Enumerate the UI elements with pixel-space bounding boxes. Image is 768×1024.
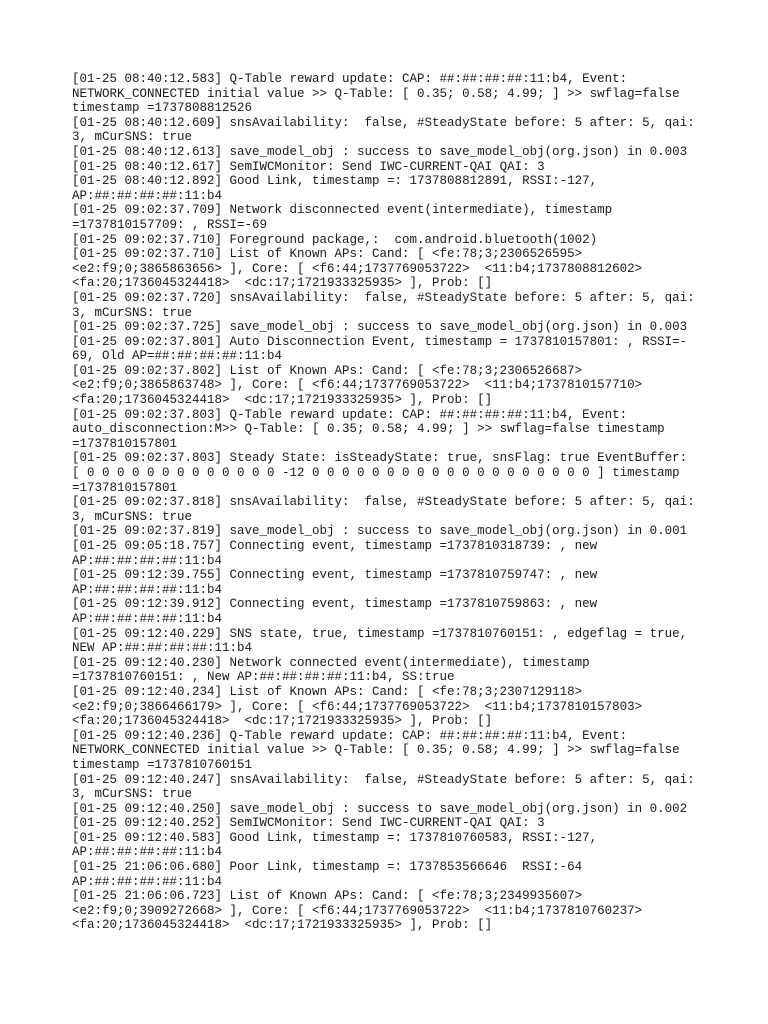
log-line: AP:##:##:##:##:11:b4 bbox=[72, 611, 223, 626]
log-line: [01-25 08:40:12.583] Q-Table reward update: CAP: ##:##:##:##:11:b4, Event: bbox=[72, 72, 628, 86]
log-line: [01-25 09:02:37.725] save_model_obj : success to save_model_obj(org.json) in 0.003 bbox=[72, 320, 688, 335]
log-line: =1737810157801 bbox=[72, 436, 178, 451]
log-line: [01-25 08:40:12.609] snsAvailability: false, #SteadyState before: 5 after: 5, qai: bbox=[72, 115, 695, 130]
log-line: 3, mCurSNS: true bbox=[72, 305, 193, 320]
log-line: [01-25 09:12:40.230] Network connected event(intermediate), timestamp bbox=[72, 655, 590, 670]
log-line: 69, Old AP=##:##:##:##:11:b4 bbox=[72, 349, 283, 364]
log-line: [01-25 09:02:37.801] Auto Disconnection Event, timestamp = 1737810157801: , RSSI=- bbox=[72, 334, 688, 349]
log-line: [01-25 08:40:12.617] SemIWCMonitor: Send IWC-CURRENT-QAI QAI: 3 bbox=[72, 159, 545, 174]
log-line: AP:##:##:##:##:11:b4 bbox=[72, 582, 223, 597]
log-line: [01-25 09:12:40.252] SemIWCMonitor: Send IWC-CURRENT-QAI QAI: 3 bbox=[72, 816, 545, 831]
log-line: [01-25 09:02:37.720] snsAvailability: false, #SteadyState before: 5 after: 5, qai: bbox=[72, 290, 695, 305]
log-line: <e2:f9;0;3866466179> ], Core: [ <f6:44;1737769053722> <11:b4;1737810157803> bbox=[72, 699, 643, 714]
log-line: timestamp =1737808812526 bbox=[72, 101, 253, 116]
log-line: [01-25 09:12:40.234] List of Known APs: Cand: [ <fe:78;3;2307129118> bbox=[72, 684, 583, 699]
log-line: <e2:f9;0;3865863656> ], Core: [ <f6:44;1737769053722> <11:b4;1737808812602> bbox=[72, 261, 643, 276]
log-line: [ 0 0 0 0 0 0 0 0 0 0 0 0 0 -12 0 0 0 0 0 0 0 0 0 0 0 0 0 0 0 0 0 0 0 ] timestamp bbox=[72, 466, 680, 481]
log-line: [01-25 21:06:06.723] List of Known APs: Cand: [ <fe:78;3;2349935607> bbox=[72, 889, 583, 904]
log-line: <fa:20;1736045324418> <dc:17;1721933325935> ], Prob: [] bbox=[72, 393, 493, 408]
log-line: 3, mCurSNS: true bbox=[72, 787, 193, 802]
log-line: [01-25 09:02:37.802] List of Known APs: Cand: [ <fe:78;3;2306526687> bbox=[72, 363, 583, 378]
log-line: =1737810760151: , New AP:##:##:##:##:11:b4, SS:true bbox=[72, 670, 455, 685]
log-line: =1737810157801 bbox=[72, 480, 178, 495]
log-line: AP:##:##:##:##:11:b4 bbox=[72, 553, 223, 568]
log-line: timestamp =1737810760151 bbox=[72, 757, 253, 772]
log-line: <fa:20;1736045324418> <dc:17;1721933325935> ], Prob: [] bbox=[72, 714, 493, 729]
log-line: [01-25 09:12:40.247] snsAvailability: false, #SteadyState before: 5 after: 5, qai: bbox=[72, 772, 695, 787]
log-line: <fa:20;1736045324418> <dc:17;1721933325935> ], Prob: [] bbox=[72, 276, 493, 291]
log-line: NEW AP:##:##:##:##:11:b4 bbox=[72, 641, 253, 656]
log-line: [01-25 09:12:40.236] Q-Table reward update: CAP: ##:##:##:##:11:b4, Event: bbox=[72, 728, 628, 743]
log-text-body bbox=[72, 72, 712, 933]
log-line: [01-25 09:02:37.818] snsAvailability: false, #SteadyState before: 5 after: 5, qai: bbox=[72, 495, 695, 510]
log-line: AP:##:##:##:##:11:b4 bbox=[72, 845, 223, 860]
log-line: auto_disconnection:M>> Q-Table: [ 0.35; 0.58; 4.99; ] >> swflag=false timestamp bbox=[72, 422, 665, 437]
log-line: [01-25 09:12:40.250] save_model_obj : success to save_model_obj(org.json) in 0.002 bbox=[72, 801, 688, 816]
log-line: [01-25 09:02:37.709] Network disconnected event(intermediate), timestamp bbox=[72, 203, 613, 218]
log-line: [01-25 09:12:39.755] Connecting event, timestamp =1737810759747: , new bbox=[72, 568, 598, 583]
log-line: =1737810157709: , RSSI=-69 bbox=[72, 217, 268, 232]
log-line: <e2:f9;0;3909272668> ], Core: [ <f6:44;1737769053722> <11:b4;1737810760237> bbox=[72, 903, 643, 918]
log-line: [01-25 08:40:12.892] Good Link, timestamp =: 1737808812891, RSSI:-127, bbox=[72, 174, 598, 189]
log-line: [01-25 09:02:37.710] List of Known APs: Cand: [ <fe:78;3;2306526595> bbox=[72, 247, 583, 262]
log-line: 3, mCurSNS: true bbox=[72, 509, 193, 524]
log-line: NETWORK_CONNECTED initial value >> Q-Table: [ 0.35; 0.58; 4.99; ] >> swflag=false bbox=[72, 743, 680, 758]
log-line: [01-25 21:06:06.680] Poor Link, timestamp =: 1737853566646 RSSI:-64 bbox=[72, 860, 583, 875]
log-line: NETWORK_CONNECTED initial value >> Q-Table: [ 0.35; 0.58; 4.99; ] >> swflag=false bbox=[72, 86, 680, 101]
log-line: <e2:f9;0;3865863748> ], Core: [ <f6:44;1737769053722> <11:b4;1737810157710> bbox=[72, 378, 643, 393]
log-line: [01-25 09:12:40.583] Good Link, timestamp =: 1737810760583, RSSI:-127, bbox=[72, 830, 598, 845]
log-line: [01-25 09:05:18.757] Connecting event, timestamp =1737810318739: , new bbox=[72, 539, 598, 553]
log-line: [01-25 09:12:39.912] Connecting event, timestamp =1737810759863: , new bbox=[72, 597, 598, 612]
log-line: <fa:20;1736045324418> <dc:17;1721933325935> ], Prob: [] bbox=[72, 918, 493, 933]
log-line: AP:##:##:##:##:11:b4 bbox=[72, 874, 223, 889]
log-line: [01-25 09:02:37.803] Steady State: isSteadyState: true, snsFlag: true EventBuffer: bbox=[72, 451, 688, 466]
log-line: [01-25 09:12:40.229] SNS state, true, timestamp =1737810760151: , edgeflag = true, bbox=[72, 626, 688, 641]
log-line: 3, mCurSNS: true bbox=[72, 130, 193, 145]
log-line: [01-25 09:02:37.710] Foreground package,: com.android.bluetooth(1002) bbox=[72, 232, 598, 247]
log-line: [01-25 09:02:37.803] Q-Table reward update: CAP: ##:##:##:##:11:b4, Event: bbox=[72, 407, 628, 422]
log-line: [01-25 09:02:37.819] save_model_obj : success to save_model_obj(org.json) in 0.001 bbox=[72, 524, 688, 539]
log-line: [01-25 08:40:12.613] save_model_obj : success to save_model_obj(org.json) in 0.003 bbox=[72, 144, 688, 159]
log-line: AP:##:##:##:##:11:b4 bbox=[72, 188, 223, 203]
